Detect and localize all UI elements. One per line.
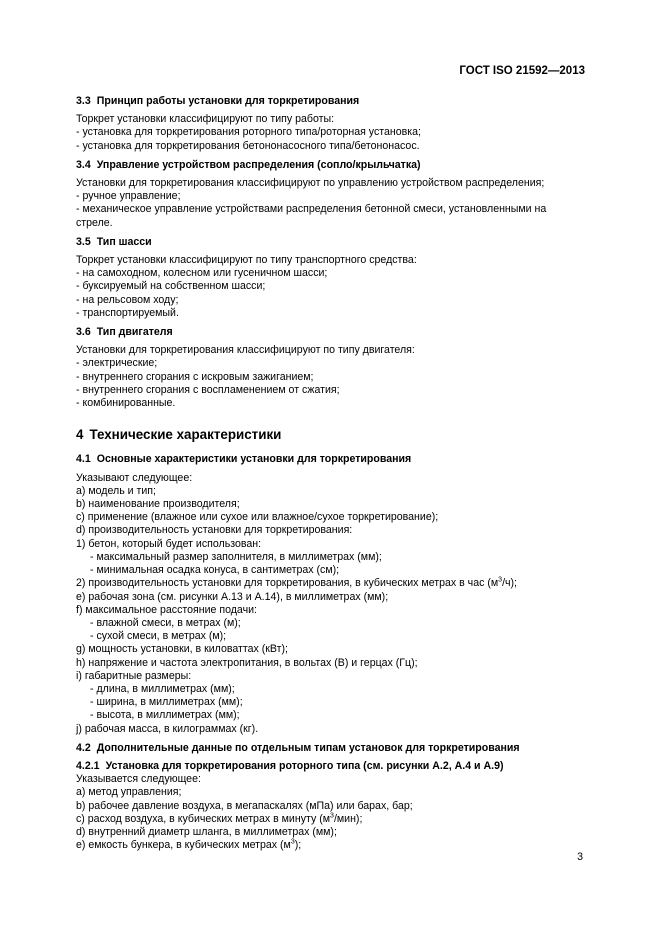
list-subitem: - сухой смеси, в метрах (м);: [90, 630, 227, 643]
list-item: - установка для торкретирования роторного типа/роторная установка;: [76, 126, 421, 139]
document-body: [76, 90, 584, 858]
section-number: 3.5: [76, 235, 91, 248]
section-title: Дополнительные данные по отдельным типам установок для торкретирования: [96, 741, 520, 754]
list-item: a) метод управления;: [76, 786, 182, 799]
superscript: 3: [498, 576, 503, 584]
paragraph: Указывается следующее:: [76, 773, 201, 786]
list-item: - на самоходном, колесном или гусеничном шасси;: [76, 267, 328, 280]
list-item: e) рабочая зона (см. рисунки А.13 и А.14), в миллиметрах (мм);: [76, 590, 389, 603]
list-item: c) применение (влажное или сухое или влажное/сухое торкретирование);: [76, 511, 439, 524]
section-title: Управление устройством распределения (сопло/крыльчатка): [96, 158, 421, 171]
list-item: f) максимальное расстояние подачи:: [76, 603, 257, 616]
list-item: - на рельсовом ходу;: [76, 293, 179, 306]
section-title: Установка для торкретирования роторного типа (см. рисунки А.2, А.4 и А.9): [105, 759, 504, 772]
list-subitem: - ширина, в миллиметрах (мм);: [90, 696, 243, 709]
paragraph: Установки для торкретирования классифицируют по типу двигателя:: [76, 344, 415, 357]
section-heading: [76, 95, 584, 108]
superscript: 3: [330, 812, 334, 820]
list-item: i) габаритные размеры:: [76, 669, 192, 682]
chapter-title: Технические характеристики: [89, 427, 282, 443]
section-3-4: [76, 159, 584, 230]
list-subitem: - максимальный размер заполнителя, в миллиметрах (мм);: [90, 550, 382, 563]
section-title: Тип шасси: [96, 235, 152, 248]
section-heading: [76, 236, 584, 249]
section-heading: [76, 453, 584, 466]
list-item: d) внутренний диаметр шланга, в миллиметрах (мм);: [76, 825, 337, 838]
list-item: - установка для торкретирования бетононасосного типа/бетононасос.: [76, 139, 420, 152]
chapter-heading: [76, 428, 584, 441]
section-heading: [76, 159, 584, 172]
text-part: /ч);: [502, 577, 517, 590]
paragraph: Установки для торкретирования классифицируют по управлению устройством распределения;: [76, 177, 545, 190]
list-subitem: - минимальная осадка конуса, в сантиметрах (см);: [90, 564, 340, 577]
list-item: - буксируемый на собственном шасси;: [76, 280, 266, 293]
text-part: 2) производительность установки для торкретирования, в кубических метрах в час (м: [76, 577, 499, 590]
section-4-1: [76, 453, 584, 735]
text-part: );: [294, 839, 302, 852]
section-title: Основные характеристики установки для торкретирования: [96, 453, 412, 466]
list-item: d) производительность установки для торкретирования:: [76, 524, 353, 537]
list-item: h) напряжение и частота электропитания, в вольтах (В) и герцах (Гц);: [76, 656, 418, 669]
list-item: - ручное управление;: [76, 190, 181, 203]
list-item: [76, 839, 584, 852]
section-3-3: [76, 95, 584, 153]
section-number: 4.1: [76, 453, 91, 466]
section-number: 3.6: [76, 326, 91, 339]
section-title: Принцип работы установки для торкретирования: [96, 95, 360, 107]
list-item: - внутреннего сгорания с искровым зажиганием;: [76, 370, 314, 383]
list-item: 1) бетон, который будет использован:: [76, 537, 262, 550]
page-number: 3: [577, 851, 583, 863]
text-part: c) расход воздуха, в кубических метрах в минуту (м: [76, 812, 331, 825]
text-part: e) емкость бункера, в кубических метрах (м: [76, 839, 291, 852]
document-code: ГОСТ ISO 21592—2013: [459, 65, 585, 77]
list-item: - механическое управление устройствами распределения бетонной смеси, установленными на стреле.: [76, 203, 547, 229]
paragraph: Указывают следующее:: [76, 471, 193, 484]
section-heading: [76, 326, 584, 339]
list-item: g) мощность установки, в киловаттах (кВт);: [76, 643, 288, 656]
section-heading-4-2: [76, 742, 584, 755]
list-subitem: - влажной смеси, в метрах (м);: [90, 616, 241, 629]
section-heading: [76, 760, 584, 773]
section-3-6: [76, 326, 584, 410]
list-subitem: - высота, в миллиметрах (мм);: [90, 709, 240, 722]
section-4-2-1: [76, 760, 584, 852]
section-3-5: [76, 236, 584, 320]
list-item: a) модель и тип;: [76, 484, 156, 497]
list-item: b) наименование производителя;: [76, 498, 240, 511]
section-title: Тип двигателя: [96, 326, 173, 339]
list-subitem: - длина, в миллиметрах (мм);: [90, 682, 235, 695]
list-item: - внутреннего сгорания с воспламенением от сжатия;: [76, 383, 340, 396]
chapter-number: 4: [76, 427, 84, 443]
paragraph: Торкрет установки классифицируют по типу транспортного средства:: [76, 254, 417, 267]
list-item: [76, 813, 584, 826]
section-number: 3.3: [76, 95, 91, 107]
section-number: 4.2.1: [76, 759, 100, 772]
section-number: 3.4: [76, 158, 91, 171]
list-item: - электрические;: [76, 357, 158, 370]
text-part: /мин);: [333, 812, 363, 825]
superscript: 3: [290, 838, 295, 846]
list-item: [76, 577, 584, 590]
list-item: b) рабочее давление воздуха, в мегапаскалях (мПа) или барах, бар;: [76, 799, 413, 812]
list-item: - транспортируемый.: [76, 306, 179, 319]
section-number: 4.2: [76, 741, 91, 754]
paragraph: Торкрет установки классифицируют по типу работы:: [76, 113, 335, 126]
list-item: - комбинированные.: [76, 397, 176, 410]
list-item: j) рабочая масса, в килограммах (кг).: [76, 722, 259, 735]
